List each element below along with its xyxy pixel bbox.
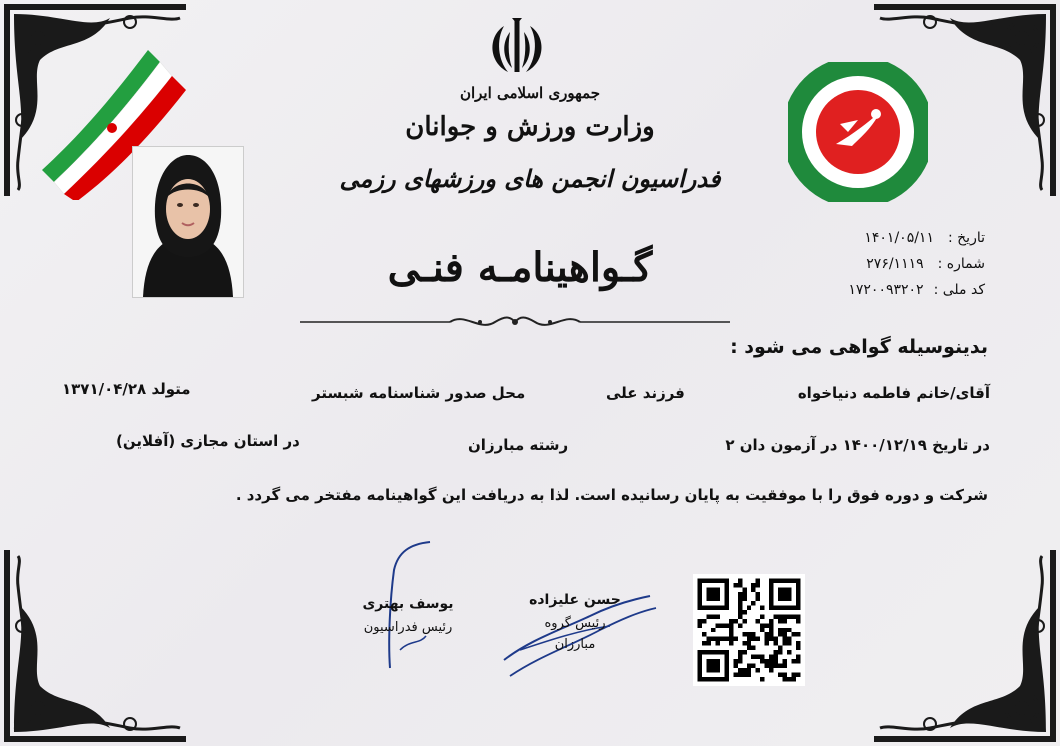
- father-label: فرزند: [642, 384, 685, 402]
- right-signatory: [520, 592, 630, 652]
- closing-line: شرکت و دوره فوق را با موفقیت به پایان رسانیده است. لذا به دریافت این گواهینامه مفتخر می گردد .: [235, 486, 988, 504]
- federation-logo-icon: [788, 62, 928, 202]
- province-label: در استان: [233, 432, 300, 450]
- exam-field: [725, 436, 990, 454]
- date-value: ۱۴۰۱/۰۵/۱۱: [864, 230, 934, 246]
- exam-label: در آزمون دان ۲: [725, 436, 838, 454]
- father-field: [606, 384, 685, 402]
- certificate-title: گـواهینامـه فنـی: [387, 244, 653, 291]
- qr-code-icon[interactable]: [693, 574, 805, 686]
- holder-photo: [132, 146, 244, 298]
- title-divider: [300, 312, 730, 332]
- name-label: آقای/خانم: [916, 384, 990, 402]
- country-name: جمهوری اسلامی ایران: [459, 84, 601, 102]
- province-value: مجازی (آفلاین): [116, 432, 229, 450]
- left-signatory-role: رئیس فدراسیون: [363, 620, 453, 635]
- right-signatory-role-2: مبارزان: [554, 637, 596, 652]
- national-code-label: کد ملی :: [933, 282, 985, 298]
- province-field: [116, 432, 300, 450]
- father-value: علی: [606, 384, 638, 402]
- discipline-field: [468, 436, 568, 454]
- exam-date-label: در تاریخ: [932, 436, 990, 454]
- birth-date-field: [62, 380, 191, 398]
- birth-date-value: ۱۳۷۱/۰۴/۲۸: [62, 380, 147, 398]
- discipline-value: مبارزان: [468, 436, 525, 454]
- intro-line: بدینوسیله گواهی می شود :: [730, 336, 988, 358]
- national-code-value: ۱۷۲۰۰۹۳۲۰۲: [848, 282, 924, 298]
- date-label: تاریخ :: [947, 230, 985, 246]
- name-value: فاطمه دنیاخواه: [797, 384, 912, 402]
- exam-date-value: ۱۴۰۰/۱۲/۱۹: [842, 436, 927, 454]
- birth-date-label: متولد: [151, 380, 191, 398]
- meta-block: [820, 230, 985, 308]
- right-signatory-role: رئیس گروه: [544, 616, 606, 631]
- left-signatory: [348, 596, 468, 635]
- discipline-label: رشته: [529, 436, 569, 454]
- number-value: ۲۷۶/۱۱۱۹: [866, 256, 924, 272]
- issue-place-value: شبستر: [312, 384, 364, 402]
- name-field: [798, 384, 990, 402]
- corner-ornament-bottom-right: [870, 546, 1060, 746]
- issue-place-field: [312, 384, 525, 402]
- right-signatory-name: حسن علیزاده: [529, 592, 621, 608]
- ministry-name: وزارت ورزش و جوانان: [405, 112, 655, 142]
- issue-place-label: محل صدور شناسنامه: [368, 384, 526, 402]
- federation-name: فدراسیون انجمن های ورزشهای رزمی: [339, 164, 721, 193]
- left-signatory-name: یوسف بهتری: [362, 596, 454, 612]
- number-label: شماره :: [937, 256, 985, 272]
- corner-ornament-bottom-left: [0, 546, 190, 746]
- iran-emblem-icon: [482, 14, 552, 78]
